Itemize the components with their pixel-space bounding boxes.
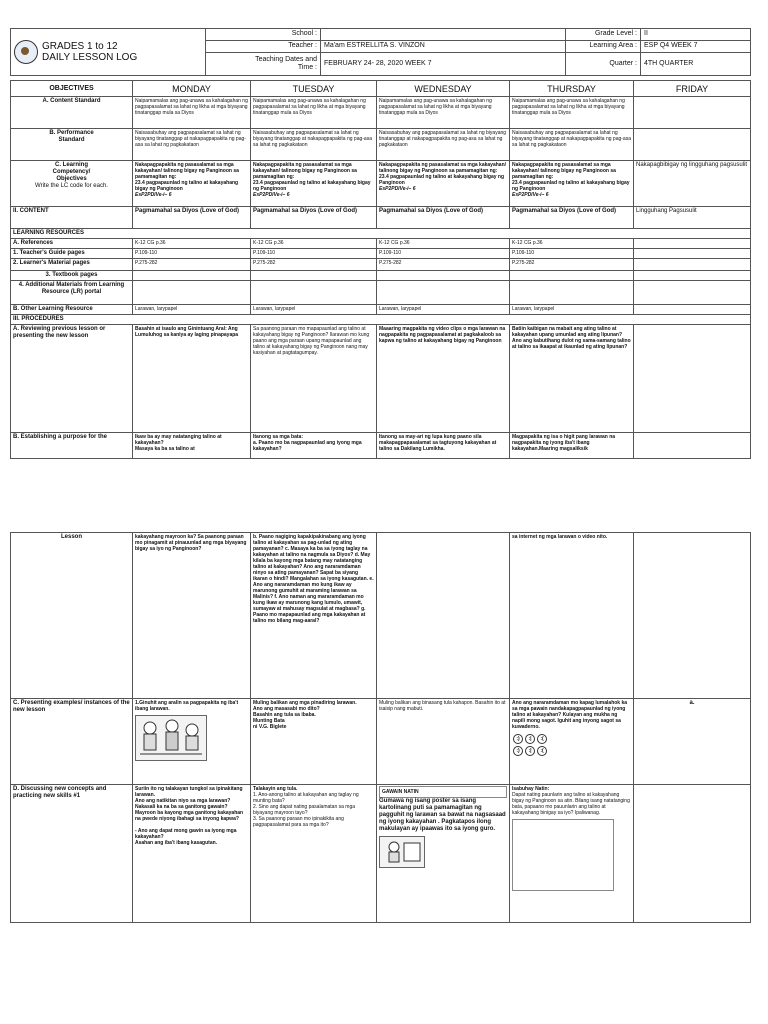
- children-activity-illustration: [135, 715, 207, 761]
- competency-label-4: Write the LC code for each.: [35, 183, 108, 189]
- presenting-tuesday: [251, 699, 377, 785]
- references-thursday: K-12 CG p.36: [510, 239, 634, 249]
- lm-pages-label: 2. Learner's Material pages: [11, 259, 133, 271]
- competency-label-3: Objectives: [56, 176, 87, 182]
- teaching-dates-label: [206, 52, 321, 76]
- textbook-pages-monday: [133, 271, 251, 281]
- competency-friday: Nakapagbibigay ng lingguhang pagsusulit: [634, 161, 751, 207]
- discussing-monday-6: Asahan ang iba't ibang kasagutan.: [135, 840, 218, 846]
- content-friday: Lingguhang Pagsusulit: [634, 207, 751, 229]
- smiley-faces: [512, 733, 631, 757]
- competency-label: [11, 161, 133, 207]
- presenting-tuesday-1: Muling balikan ang mga pinadiring larawan.: [253, 700, 357, 706]
- neutral-face-icon: :|: [525, 734, 535, 744]
- day-header-friday: FRIDAY: [634, 81, 751, 97]
- discussing-thursday: [510, 785, 634, 923]
- presenting-friday: a.: [634, 699, 751, 785]
- purpose-continued-monday: kakayahang mayroon ka? Sa paanong paraan mo pinagamit at pinauunlad ang mga biyayang bigay sa iyo ng Panginoon?: [133, 533, 251, 699]
- content-label: II. CONTENT: [11, 207, 133, 229]
- lm-pages-friday: [634, 259, 751, 271]
- learning-resources-heading: LEARNING RESOURCES: [11, 229, 751, 239]
- references-wednesday: K-12 CG p.36: [377, 239, 510, 249]
- discussing-monday-3: Nakasali ka na ba sa ganitong gawain?: [135, 804, 228, 810]
- content-standard-wednesday: Naipamamalas ang pag-unawa sa kahalagahan ng pagpapasalamat sa lahat ng likha at mga biyayang tinatanggap mula sa Diyos: [377, 97, 510, 129]
- poster-drawing-illustration: [379, 836, 425, 868]
- content-tuesday: Pagmamahal sa Diyos (Love of God): [251, 207, 377, 229]
- discussing-tuesday-1: 1. Ano-anong talino at kakayahan ang taglay ng munting bata?: [253, 792, 359, 804]
- discussing-thursday-text: Dapat nating paunlarin ang talino at kakayahang bigay ng Panginoon sa atin. Bilang isang natatanging bata, papaano mo pauunlarin ang talino at kakayahang binigay sa iyo? Ipaliwanag.: [512, 792, 630, 816]
- purpose-friday: [634, 433, 751, 459]
- smiley-face-icon: :): [513, 746, 523, 756]
- teaching-dates-label-1: Teaching Dates and: [255, 55, 317, 63]
- discussing-tuesday-2: 2. Sino ang dapat nating pasalamatan sa mga biyayang mayroon tayo?: [253, 804, 356, 816]
- purpose-tuesday: [251, 433, 377, 459]
- content-standard-thursday: Naipamamalas ang pag-unawa sa kahalagahan ng pagpapasalamat sa lahat ng likha at mga biyayang tinatanggap mula sa Diyos: [510, 97, 634, 129]
- references-tuesday: K-12 CG p.36: [251, 239, 377, 249]
- performance-standard-label-1: B. Performance: [49, 130, 94, 136]
- performance-standard-label: [11, 129, 133, 161]
- tg-pages-tuesday: P.109-110: [251, 249, 377, 259]
- references-friday: [634, 239, 751, 249]
- competency-label-2: Competency/: [52, 169, 91, 175]
- purpose-continued-label: Lesson: [11, 533, 133, 699]
- grade-level-value: II: [641, 29, 751, 41]
- teaching-dates-label-2: Time :: [297, 63, 317, 71]
- review-label: A. Reviewing previous lesson or presenting the new lesson: [11, 325, 133, 433]
- discussing-friday: [634, 785, 751, 923]
- header-title-grades: GRADES 1 to 12: [42, 41, 118, 52]
- discussing-tuesday: [251, 785, 377, 923]
- purpose-wednesday: Itanong sa may-ari ng lupa kung paano sila makapagpapasalamat sa tagtuyong kakayahan at talino sa Dakilang Lumikha.: [377, 433, 510, 459]
- purpose-continued-tuesday: b. Paano nagiging kapakipakinabang ang iyong talino at kakayahan sa pag-unlad ng ating pamayanan? c. Masaya ka ba sa iyong taglay na kakayahan at talino na nagmula sa Diyos? d. May kilala ba kayong mga batang may natatanging talino at kakayahan? Ano ang nararamdaman ninyo sa ating pamayanan? Sapat ba siyang ikaran o hindi? Mangalahan sa iyong kasagutan. e. Ano ang nararamdaman mo kung ikaw ay marunong gumuhit at maraming larawan sa Malinis? f. Ano naman ang mararamdaman mo kung ikaw ay marunong kang lumulo, umawit, sumayaw at mahusay magsulat at magbasa? g. Paano mo mapapaunlad ang mga kakayahan at talino mo bilang mag-aaral?: [251, 533, 377, 699]
- presenting-tuesday-2: Ano ang masasabi mo dito?: [253, 706, 320, 712]
- header-logo-cell: [11, 29, 206, 76]
- performance-standard-label-2: Standard: [58, 137, 85, 143]
- teacher-value: Ma'am ESTRELLITA S. VINZON: [321, 40, 566, 52]
- performance-standard-monday: Naisasabuhay ang pagpapasalamat sa lahat ng biyayang tinatanggap at nakapagpapakita ng pag-asa sa lahat ng pagkakataon: [133, 129, 251, 161]
- textbook-pages-thursday: [510, 271, 634, 281]
- procedures-heading: III. PROCEDURES: [11, 315, 751, 325]
- content-thursday: Pagmamahal sa Diyos (Love of God): [510, 207, 634, 229]
- competency-line2: 23.4 pagpapaunlad ng talino at kakayahang bigay ng Panginoon: [512, 180, 630, 192]
- additional-materials-thursday: [510, 281, 634, 305]
- other-resources-label: B. Other Learning Resource: [11, 305, 133, 315]
- textbook-pages-friday: [634, 271, 751, 281]
- content-standard-tuesday: Naipamamalas ang pag-unawa sa kahalagahan ng pagpapasalamat sa lahat ng likha at mga biyayang tinatanggap mula sa Diyos: [251, 97, 377, 129]
- competency-code: EsP2PDIVe-i– 6: [253, 192, 290, 198]
- purpose-tuesday-2: a. Paano mo ba nagpapaunlad ang iyong mga kakayahan?: [253, 440, 362, 452]
- header-title-dll: DAILY LESSON LOG: [42, 52, 138, 63]
- review-wednesday: Maaaring magpakita ng video clips o mga larawan na nagpapakita ng pagpapasalamat at pagkakaloob sa kapwa ng talino at kakayahang bigay ng Panginoon: [377, 325, 510, 433]
- lm-pages-wednesday: P.275-282: [377, 259, 510, 271]
- day-header-tuesday: TUESDAY: [251, 81, 377, 97]
- competency-monday: [133, 161, 251, 207]
- lesson-log-table-page1: [10, 80, 751, 459]
- review-monday: Basahin at isaulo ang Ginintuang Aral: Ang Lumuluhog sa kaniya ay laging pinapayapa: [133, 325, 251, 433]
- other-resources-thursday: Larawan, larypapel: [510, 305, 634, 315]
- sad-face-icon: :(: [537, 746, 547, 756]
- competency-text: Nakapagpapakita ng pasasalamat sa mga kakayahan/ talinong bigay ng Panginoon sa pamamagitan ng:: [512, 162, 616, 180]
- discussing-tuesday-head: Talakayin ang tula.: [253, 786, 298, 792]
- tg-pages-friday: [634, 249, 751, 259]
- learning-area-value: ESP Q4 WEEK 7: [641, 40, 751, 52]
- additional-materials-monday: [133, 281, 251, 305]
- teaching-dates-value: FEBRUARY 24- 28, 2020 WEEK 7: [321, 52, 566, 76]
- discussing-monday-5: - Ano ang dapat mong gawin sa iyong mga kakayahan?: [135, 828, 237, 840]
- competency-text: Nakapagpapakita ng pasasalamat sa mga kakayahan/ talinong bigay ng Panginoon sa pamamagitan ng:: [379, 162, 507, 174]
- performance-standard-friday: [634, 129, 751, 161]
- objectives-header: OBJECTIVES: [11, 81, 133, 97]
- presenting-wednesday: Muling balikan ang binasang tula kahapon. Basahin ito at isaisip nang mabuti.: [377, 699, 510, 785]
- additional-materials-label: 4. Additional Materials from Learning Resource (LR) portal: [11, 281, 133, 305]
- purpose-monday-1: Ikaw ba ay may natatanging talino at kakayahan?: [135, 434, 222, 446]
- review-tuesday: Sa paanong paraan mo mapapaunlad ang talino at kakayahang bigay ng Panginoon? Ilarawan mo kung paano ang mga paraan upang mapapaunlad ang talino at kakayahang bigay ng Panginoon nang may kasiyahan at pagtatagumpay.: [251, 325, 377, 433]
- purpose-continued-wednesday: [377, 533, 510, 699]
- other-resources-wednesday: Larawan, larypapel: [377, 305, 510, 315]
- gawain-natin-title: GAWAIN NATIN: [382, 789, 419, 795]
- drawing-box: [512, 819, 614, 891]
- competency-line2: 23.4 pagpapaunlad ng talino at kakayahang bigay ng Panginoon: [379, 174, 505, 186]
- review-thursday: Batiin kaibigan na mabait ang ating talino at kakayahan upang umunlad ang ating lipunan? Ano ang kabutihang dulot ng sama-samang talino at talino sa ikaapat at ikaunlad ng ating lipunan?: [510, 325, 634, 433]
- textbook-pages-wednesday: [377, 271, 510, 281]
- tg-pages-wednesday: P.109-110: [377, 249, 510, 259]
- purpose-monday-2: Masaya ka ba sa talino at: [135, 446, 195, 452]
- other-resources-tuesday: Larawan, larypapel: [251, 305, 377, 315]
- presenting-tuesday-5: ni V.G. Biglete: [253, 724, 287, 730]
- teacher-label: Teacher :: [206, 40, 321, 52]
- review-friday: [634, 325, 751, 433]
- purpose-continued-thursday: sa internet ng mga larawan o video nito.: [510, 533, 634, 699]
- additional-materials-friday: [634, 281, 751, 305]
- tg-pages-thursday: P.109-110: [510, 249, 634, 259]
- quarter-label: Quarter :: [566, 52, 641, 76]
- deped-seal-icon: [14, 40, 38, 64]
- presenting-label: C. Presenting examples/ instances of the new lesson: [11, 699, 133, 785]
- presenting-thursday-text: Ano ang nararamdaman mo kapag lumalahok ka sa mga pawain nandakapagpapaunlad ng iyong talino at kakayahan? Kulayan ang mukha ng napili mong sagot. Iguhit ang inyong sagot sa kuwaderno.: [512, 700, 628, 730]
- competency-thursday: [510, 161, 634, 207]
- competency-code: EsP2PDIVe-i– 6: [379, 186, 416, 192]
- header-table: [10, 28, 751, 76]
- discussing-monday: [133, 785, 251, 923]
- additional-materials-tuesday: [251, 281, 377, 305]
- competency-tuesday: [251, 161, 377, 207]
- lm-pages-thursday: P.275-282: [510, 259, 634, 271]
- performance-standard-tuesday: Naisasabuhay ang pagpapasalamat sa lahat ng biyayang tinatanggap at nakapagpapakita ng pag-asa sa lahat ng pagkakataon: [251, 129, 377, 161]
- content-standard-friday: [634, 97, 751, 129]
- discussing-wednesday-text: Gumawa ng isang poster sa isang kartolinang puti sa pamamagitan ng pagguhit ng larawan sa bawat na nagsasaad ng iyong kakayahan . Pagkatapos ilong makulayan ay ipaawas ito sa iyong guro.: [379, 798, 506, 832]
- references-label: A. References: [11, 239, 133, 249]
- competency-label-1: C. Learning: [54, 162, 88, 168]
- discussing-monday-4: Mayroon ba kayong mga ganitong kakayahan na pwede niyong ibahagi sa inyong kapwa?: [135, 810, 244, 822]
- content-standard-monday: Naipamamalas ang pag-unawa sa kahalagahan ng pagpapasalamat sa lahat ng likha at mga biyayang tinatanggap mula sa Diyos: [133, 97, 251, 129]
- gawain-natin-banner: [379, 786, 507, 798]
- presenting-monday-text: 1.Ginuhit ang aralin sa pagpapakita ng iba't ibang larawan.: [135, 700, 239, 712]
- tg-pages-monday: P.109-110: [133, 249, 251, 259]
- competency-code: EsP2PDIVe-i– 6: [135, 192, 172, 198]
- grade-level-label: Grade Level :: [566, 29, 641, 41]
- textbook-pages-label: 3. Textbook pages: [11, 271, 133, 281]
- competency-text: Nakapagpapakita ng pasasalamat sa mga kakayahan/ talinong bigay ng Panginoon sa pamamagitan ng:: [253, 162, 357, 180]
- purpose-label: B. Establishing a purpose for the: [11, 433, 133, 459]
- presenting-monday: [133, 699, 251, 785]
- day-header-thursday: THURSDAY: [510, 81, 634, 97]
- discussing-tuesday-3: 3. Sa paanong paraan mo ipinakikita ang pagpapasalamat para sa mga ito?: [253, 816, 344, 828]
- competency-text: Nakapagpapakita ng pasasalamat sa mga kakayahan/ talinong bigay ng Panginoon sa pamamagitan ng:: [135, 162, 239, 180]
- day-header-wednesday: WEDNESDAY: [377, 81, 510, 97]
- content-standard-label: A. Content Standard: [11, 97, 133, 129]
- day-header-monday: MONDAY: [133, 81, 251, 97]
- references-monday: K-12 CG p.36: [133, 239, 251, 249]
- discussing-label: D. Discussing new concepts and practicing new skills #1: [11, 785, 133, 923]
- purpose-tuesday-1: Itanong sa mga bata:: [253, 434, 304, 440]
- purpose-continued-friday: [634, 533, 751, 699]
- content-wednesday: Pagmamahal sa Diyos (Love of God): [377, 207, 510, 229]
- additional-materials-wednesday: [377, 281, 510, 305]
- lm-pages-monday: P.275-282: [133, 259, 251, 271]
- smiley-face-icon: :): [513, 734, 523, 744]
- purpose-thursday: Magpapakita ng isa o higit pang larawan na nagpapakita ng iyong iba't ibang kakayahan.Maaring magsaliksik: [510, 433, 634, 459]
- content-monday: Pagmamahal sa Diyos (Love of God): [133, 207, 251, 229]
- discussing-wednesday: [377, 785, 510, 923]
- presenting-thursday: [510, 699, 634, 785]
- lesson-log-table-page2: [10, 532, 751, 923]
- discussing-monday-2: Ano ang natikitan niyo sa mga larawan?: [135, 798, 231, 804]
- sad-face-icon: :(: [537, 734, 547, 744]
- competency-line2: 23.4 pagpapaunlad ng talino at kakayahang bigay ng Panginoon: [135, 180, 239, 192]
- presenting-tuesday-3: Basahin ang tula sa ibaba.: [253, 712, 316, 718]
- lm-pages-tuesday: P.275-282: [251, 259, 377, 271]
- performance-standard-thursday: Naisasabuhay ang pagpapasalamat sa lahat ng biyayang tinatanggap at nakapagpapakita ng pag-asa sa lahat ng pagkakataon: [510, 129, 634, 161]
- other-resources-monday: Larawan, larypapel: [133, 305, 251, 315]
- presenting-tuesday-4: Munting Bata: [253, 718, 285, 724]
- neutral-face-icon: :|: [525, 746, 535, 756]
- school-value: [321, 29, 566, 41]
- textbook-pages-tuesday: [251, 271, 377, 281]
- discussing-thursday-head: Isabuhay Natin:: [512, 786, 550, 792]
- tg-pages-label: 1. Teacher's Guide pages: [11, 249, 133, 259]
- competency-line2: 23.4 pagpapaunlad ng talino at kakayahang bigay ng Panginoon: [253, 180, 371, 192]
- discussing-monday-1: Suriin ito ng talakayan tungkol sa ipinakitang larawan.: [135, 786, 243, 798]
- competency-wednesday: [377, 161, 510, 207]
- school-label: School :: [206, 29, 321, 41]
- performance-standard-wednesday: Naisasabuhay ang pagpapasalamat sa lahat ng biyayang tinatanggap at nakapagpapakita ng pag-asa sa lahat ng pagkakataon: [377, 129, 510, 161]
- quarter-value: 4TH QUARTER: [641, 52, 751, 76]
- competency-code: EsP2PDIVe-i– 6: [512, 192, 549, 198]
- other-resources-friday: [634, 305, 751, 315]
- learning-area-label: Learning Area :: [566, 40, 641, 52]
- purpose-monday: [133, 433, 251, 459]
